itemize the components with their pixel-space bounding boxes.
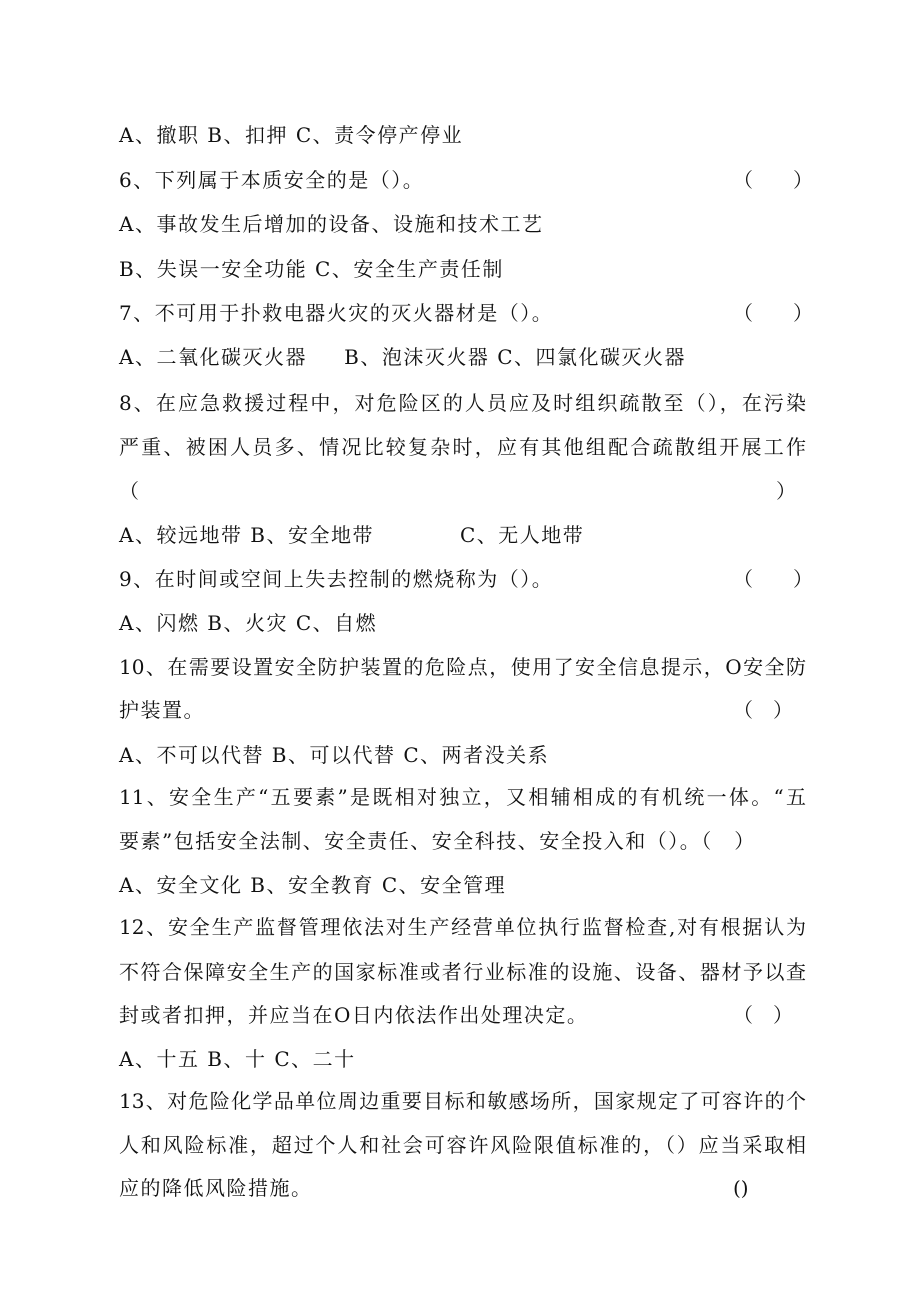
- text-line: A、撤职 B、扣押 C、责令停产停业: [119, 123, 464, 147]
- question-9: 9、在时间或空间上失去控制的燃烧称为（）。: [119, 567, 554, 591]
- option-line: A、不可以代替 B、可以代替 C、两者没关系: [119, 743, 550, 767]
- question-11-cont: 要素”包括安全法制、安全责任、安全科技、安全投入和（）。（ ）: [119, 829, 756, 853]
- question-10-cont: 护装置。: [119, 698, 205, 722]
- answer-blank: （ ）: [733, 1003, 793, 1027]
- question-10: 10、在需要设置安全防护装置的危险点，使用了安全信息提示，O安全防: [119, 655, 806, 679]
- option-line: A、安全文化 B、安全教育 C、安全管理: [119, 873, 507, 897]
- question-8: 8、在应急救援过程中，对危险区的人员应及时组织疏散至（），在污染: [119, 391, 806, 415]
- option-line: A、闪燃 B、火灾 C、自燃: [119, 611, 378, 635]
- question-13-cont: 应的降低风险措施。: [119, 1176, 313, 1200]
- answer-blank: （ ）: [733, 168, 813, 192]
- option-line: A、事故发生后增加的设备、设施和技术工艺: [119, 212, 544, 236]
- option-line: A、较远地带 B、安全地带 C、无人地带: [119, 523, 585, 547]
- question-11: 11、安全生产“五要素”是既相对独立，又相辅相成的有机统一体。“五: [119, 785, 806, 809]
- option-line: A、二氧化碳灭火器 B、泡沫灭火器 C、四氯化碳灭火器: [119, 345, 687, 369]
- answer-blank: （ ）: [733, 301, 813, 325]
- question-13: 13、对危险化学品单位周边重要目标和敏感场所，国家规定了可容许的个: [119, 1089, 806, 1113]
- question-12-cont: 不符合保障安全生产的国家标准或者行业标准的设施、设备、器材予以查: [119, 960, 806, 984]
- question-8-cont: 严重、被困人员多、情况比较复杂时，应有其他组配合疏散组开展工作: [119, 435, 806, 459]
- question-12: 12、安全生产监督管理依法对生产经营单位执行监督检查,对有根据认为: [119, 915, 806, 939]
- answer-blank: (): [733, 1176, 749, 1200]
- question-13-cont: 人和风险标准，超过个人和社会可容许风险限值标准的，（）应当采取相: [119, 1133, 806, 1157]
- option-line: B、失误一安全功能 C、安全生产责任制: [119, 257, 504, 281]
- paren-open: （: [119, 479, 141, 503]
- answer-blank: （ ）: [733, 567, 813, 591]
- option-line: A、十五 B、十 C、二十: [119, 1047, 356, 1071]
- answer-blank: ）: [776, 479, 796, 503]
- question-12-cont: 封或者扣押，并应当在O日内依法作出处理决定。: [119, 1003, 589, 1027]
- question-6: 6、下列属于本质安全的是（）。: [119, 168, 425, 192]
- question-7: 7、不可用于扑救电器火灾的灭火器材是（）。: [119, 301, 554, 325]
- answer-blank: （ ）: [733, 698, 793, 722]
